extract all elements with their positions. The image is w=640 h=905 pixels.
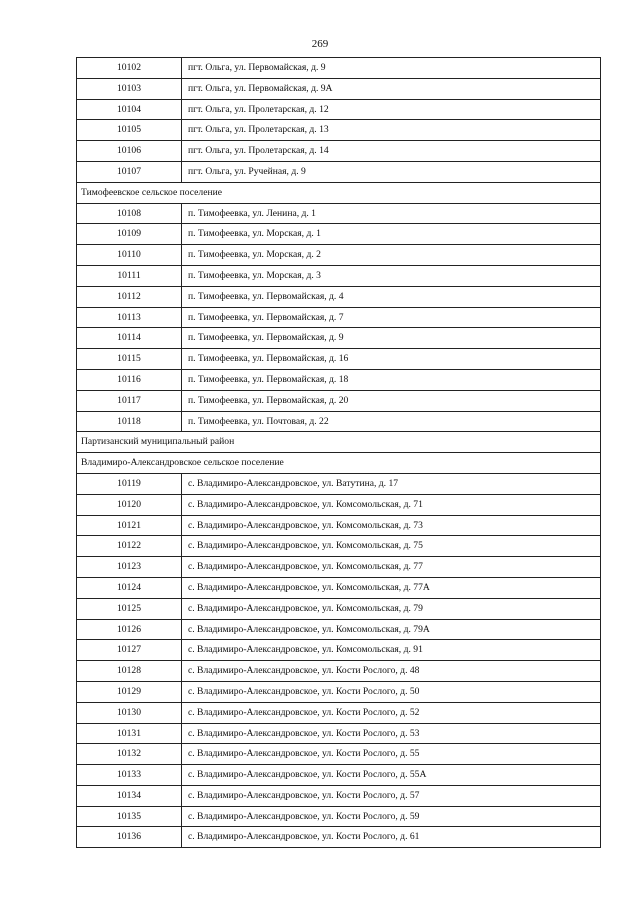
table-row — [77, 411, 601, 432]
entry-number: 10123 — [77, 557, 182, 578]
entry-number: 10135 — [77, 806, 182, 827]
entry-number: 10108 — [77, 203, 182, 224]
entry-address: пгт. Ольга, ул. Первомайская, д. 9А — [182, 78, 601, 99]
entry-address: с. Владимиро-Александровское, ул. Кости Рослого, д. 61 — [182, 827, 601, 848]
entry-number: 10106 — [77, 141, 182, 162]
table-row — [77, 78, 601, 99]
entry-address: с. Владимиро-Александровское, ул. Комсомольская, д. 75 — [182, 536, 601, 557]
table-row — [77, 619, 601, 640]
table-row — [77, 349, 601, 370]
entry-address: с. Владимиро-Александровское, ул. Кости Рослого, д. 59 — [182, 806, 601, 827]
entry-address: п. Тимофеевка, ул. Почтовая, д. 22 — [182, 411, 601, 432]
entry-number: 10117 — [77, 390, 182, 411]
entry-number: 10104 — [77, 99, 182, 120]
table-row — [77, 141, 601, 162]
entry-number: 10118 — [77, 411, 182, 432]
table-row — [77, 702, 601, 723]
section-header-row — [77, 453, 601, 474]
entry-number: 10109 — [77, 224, 182, 245]
section-title: Тимофеевское сельское поселение — [77, 182, 601, 203]
table-row — [77, 369, 601, 390]
entry-address: с. Владимиро-Александровское, ул. Комсомольская, д. 77А — [182, 577, 601, 598]
section-header-row — [77, 432, 601, 453]
entry-address: п. Тимофеевка, ул. Первомайская, д. 4 — [182, 286, 601, 307]
entry-address: п. Тимофеевка, ул. Первомайская, д. 9 — [182, 328, 601, 349]
entry-number: 10119 — [77, 473, 182, 494]
entry-number: 10111 — [77, 265, 182, 286]
table-row — [77, 577, 601, 598]
table-row — [77, 765, 601, 786]
entry-address: п. Тимофеевка, ул. Морская, д. 1 — [182, 224, 601, 245]
entry-address: с. Владимиро-Александровское, ул. Кости Рослого, д. 48 — [182, 661, 601, 682]
table-row — [77, 536, 601, 557]
entry-number: 10103 — [77, 78, 182, 99]
section-title: Партизанский муниципальный район — [77, 432, 601, 453]
entry-number: 10115 — [77, 349, 182, 370]
entry-address: с. Владимиро-Александровское, ул. Комсомольская, д. 79А — [182, 619, 601, 640]
table-row — [77, 557, 601, 578]
table-row — [77, 120, 601, 141]
entry-address: с. Владимиро-Александровское, ул. Ватутина, д. 17 — [182, 473, 601, 494]
entry-address: п. Тимофеевка, ул. Ленина, д. 1 — [182, 203, 601, 224]
entry-address: с. Владимиро-Александровское, ул. Комсомольская, д. 71 — [182, 494, 601, 515]
entry-number: 10130 — [77, 702, 182, 723]
entry-address: с. Владимиро-Александровское, ул. Кости Рослого, д. 52 — [182, 702, 601, 723]
table-row — [77, 661, 601, 682]
entry-address: п. Тимофеевка, ул. Первомайская, д. 20 — [182, 390, 601, 411]
entry-number: 10125 — [77, 598, 182, 619]
table-row — [77, 161, 601, 182]
entry-number: 10122 — [77, 536, 182, 557]
entry-address: п. Тимофеевка, ул. Первомайская, д. 7 — [182, 307, 601, 328]
table-row — [77, 785, 601, 806]
entry-number: 10132 — [77, 744, 182, 765]
entry-number: 10136 — [77, 827, 182, 848]
entry-number: 10112 — [77, 286, 182, 307]
entry-address: п. Тимофеевка, ул. Морская, д. 2 — [182, 245, 601, 266]
table-row — [77, 744, 601, 765]
entry-number: 10134 — [77, 785, 182, 806]
table-row — [77, 640, 601, 661]
entry-address: пгт. Ольга, ул. Пролетарская, д. 12 — [182, 99, 601, 120]
table-row — [77, 390, 601, 411]
table-row — [77, 286, 601, 307]
entry-address: пгт. Ольга, ул. Первомайская, д. 9 — [182, 58, 601, 79]
table-row — [77, 99, 601, 120]
entry-address: п. Тимофеевка, ул. Морская, д. 3 — [182, 265, 601, 286]
table-row — [77, 328, 601, 349]
entry-address: с. Владимиро-Александровское, ул. Комсомольская, д. 73 — [182, 515, 601, 536]
entry-address: с. Владимиро-Александровское, ул. Комсомольская, д. 77 — [182, 557, 601, 578]
entry-number: 10113 — [77, 307, 182, 328]
table-row — [77, 203, 601, 224]
entry-address: с. Владимиро-Александровское, ул. Комсомольская, д. 79 — [182, 598, 601, 619]
table-row — [77, 473, 601, 494]
entry-number: 10114 — [77, 328, 182, 349]
address-table — [76, 57, 601, 848]
table-row — [77, 494, 601, 515]
table-row — [77, 681, 601, 702]
table-row — [77, 723, 601, 744]
entry-number: 10129 — [77, 681, 182, 702]
entry-address: с. Владимиро-Александровское, ул. Комсомольская, д. 91 — [182, 640, 601, 661]
entry-address: с. Владимиро-Александровское, ул. Кости Рослого, д. 55 — [182, 744, 601, 765]
address-table-body — [77, 58, 601, 848]
section-header-row — [77, 182, 601, 203]
table-row — [77, 515, 601, 536]
entry-address: п. Тимофеевка, ул. Первомайская, д. 16 — [182, 349, 601, 370]
entry-address: пгт. Ольга, ул. Пролетарская, д. 13 — [182, 120, 601, 141]
entry-number: 10124 — [77, 577, 182, 598]
entry-number: 10128 — [77, 661, 182, 682]
table-row — [77, 245, 601, 266]
entry-number: 10116 — [77, 369, 182, 390]
entry-number: 10127 — [77, 640, 182, 661]
entry-number: 10105 — [77, 120, 182, 141]
entry-number: 10110 — [77, 245, 182, 266]
entry-number: 10102 — [77, 58, 182, 79]
entry-address: с. Владимиро-Александровское, ул. Кости Рослого, д. 55А — [182, 765, 601, 786]
table-row — [77, 307, 601, 328]
section-title: Владимиро-Александровское сельское поселение — [77, 453, 601, 474]
entry-address: с. Владимиро-Александровское, ул. Кости Рослого, д. 53 — [182, 723, 601, 744]
entry-address: с. Владимиро-Александровское, ул. Кости Рослого, д. 57 — [182, 785, 601, 806]
entry-address: пгт. Ольга, ул. Пролетарская, д. 14 — [182, 141, 601, 162]
entry-number: 10133 — [77, 765, 182, 786]
entry-address: с. Владимиро-Александровское, ул. Кости Рослого, д. 50 — [182, 681, 601, 702]
entry-number: 10131 — [77, 723, 182, 744]
table-row — [77, 806, 601, 827]
table-row — [77, 58, 601, 79]
table-row — [77, 598, 601, 619]
table-row — [77, 265, 601, 286]
entry-address: п. Тимофеевка, ул. Первомайская, д. 18 — [182, 369, 601, 390]
table-row — [77, 827, 601, 848]
entry-number: 10107 — [77, 161, 182, 182]
entry-number: 10121 — [77, 515, 182, 536]
page-number: 269 — [311, 38, 329, 50]
entry-number: 10120 — [77, 494, 182, 515]
entry-number: 10126 — [77, 619, 182, 640]
entry-address: пгт. Ольга, ул. Ручейная, д. 9 — [182, 161, 601, 182]
table-row — [77, 224, 601, 245]
